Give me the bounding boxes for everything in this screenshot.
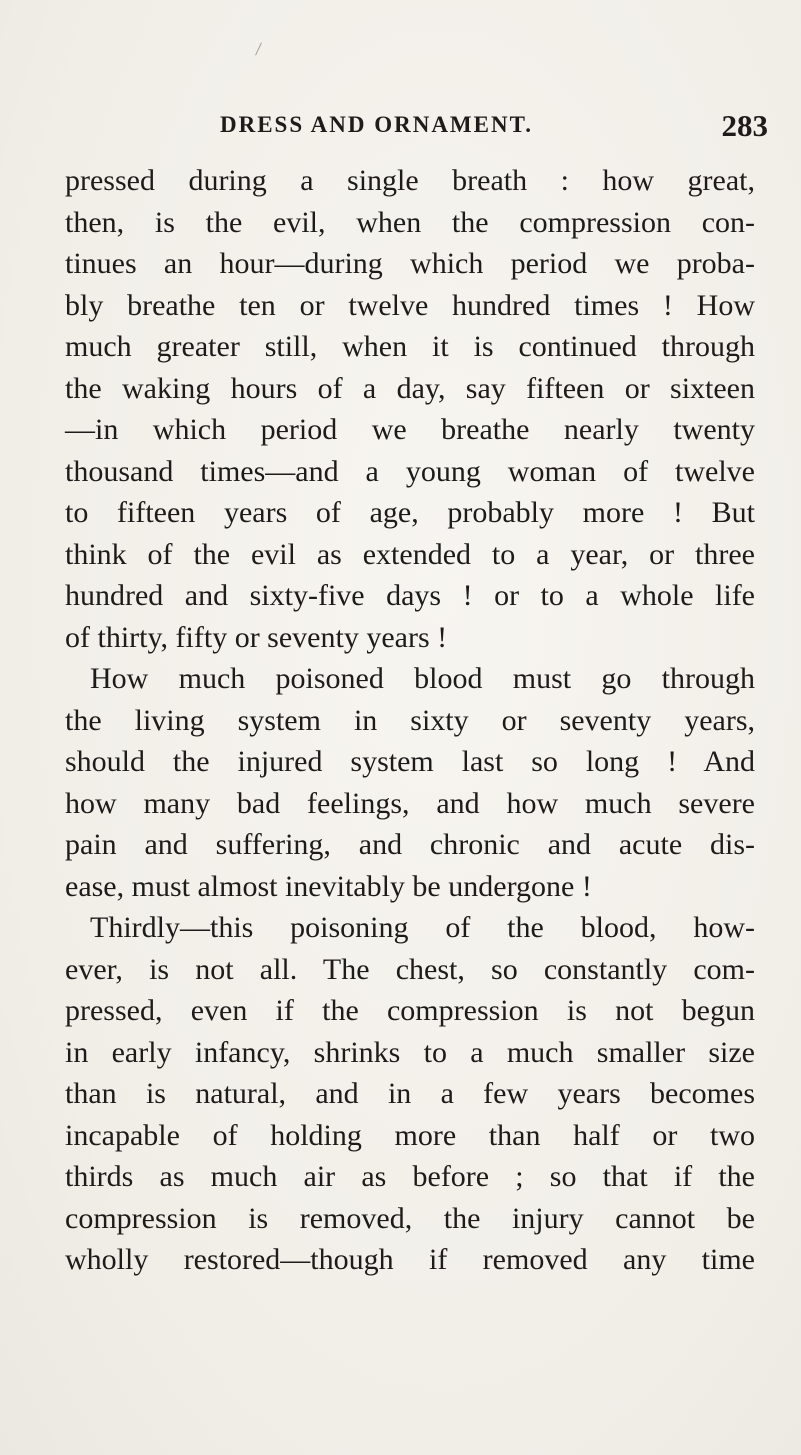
text-line: pressed, even if the compression is not begun bbox=[65, 994, 755, 1027]
text-line: than is natural, and in a few years becomes bbox=[65, 1077, 755, 1110]
text-line: —in which period we breathe nearly twenty bbox=[65, 413, 755, 446]
text-line: wholly restored—though if removed any time bbox=[65, 1243, 755, 1276]
page-number: 283 bbox=[721, 108, 768, 143]
text-line: should the injured system last so long ! And bbox=[65, 745, 755, 778]
pencil-mark bbox=[255, 42, 262, 55]
text-line: hundred and sixty-five days ! or to a whole life bbox=[65, 579, 755, 612]
text-line: ever, is not all. The chest, so constantly com- bbox=[65, 952, 755, 986]
text-line: much greater still, when it is continued through bbox=[65, 330, 755, 363]
text-line: compression is removed, the injury cannot be bbox=[65, 1201, 755, 1235]
text-line: then, is the evil, when the compression con- bbox=[65, 205, 755, 239]
text-line: pressed during a single breath : how great, bbox=[65, 164, 755, 197]
paragraph-end-line: ease, must almost inevitably be undergone ! bbox=[65, 869, 592, 903]
text-line: thirds as much air as before ; so that if the bbox=[65, 1160, 755, 1193]
text-line: think of the evil as extended to a year, or three bbox=[65, 537, 755, 571]
paragraph-end-line: of thirty, fifty or seventy years ! bbox=[65, 620, 448, 654]
text-line: pain and suffering, and chronic and acute dis- bbox=[65, 828, 755, 861]
text-line: how many bad feelings, and how much severe bbox=[65, 786, 755, 820]
text-line: bly breathe ten or twelve hundred times ! How bbox=[65, 288, 755, 322]
text-line: to fifteen years of age, probably more ! But bbox=[65, 496, 755, 529]
paragraph-start-line: Thirdly—this poisoning of the blood, how- bbox=[90, 911, 755, 944]
running-title: DRESS AND ORNAMENT. bbox=[220, 112, 533, 137]
body-text bbox=[65, 160, 755, 1281]
text-line: in early infancy, shrinks to a much smaller size bbox=[65, 1035, 755, 1069]
text-line: thousand times—and a young woman of twelve bbox=[65, 454, 755, 488]
paragraph-start-line: How much poisoned blood must go through bbox=[90, 662, 755, 695]
text-line: the waking hours of a day, say fifteen or sixteen bbox=[65, 371, 755, 405]
text-line: incapable of holding more than half or two bbox=[65, 1118, 755, 1152]
text-line: tinues an hour—during which period we proba- bbox=[65, 247, 755, 280]
page-header bbox=[220, 108, 780, 148]
text-line: the living system in sixty or seventy years, bbox=[65, 703, 755, 737]
